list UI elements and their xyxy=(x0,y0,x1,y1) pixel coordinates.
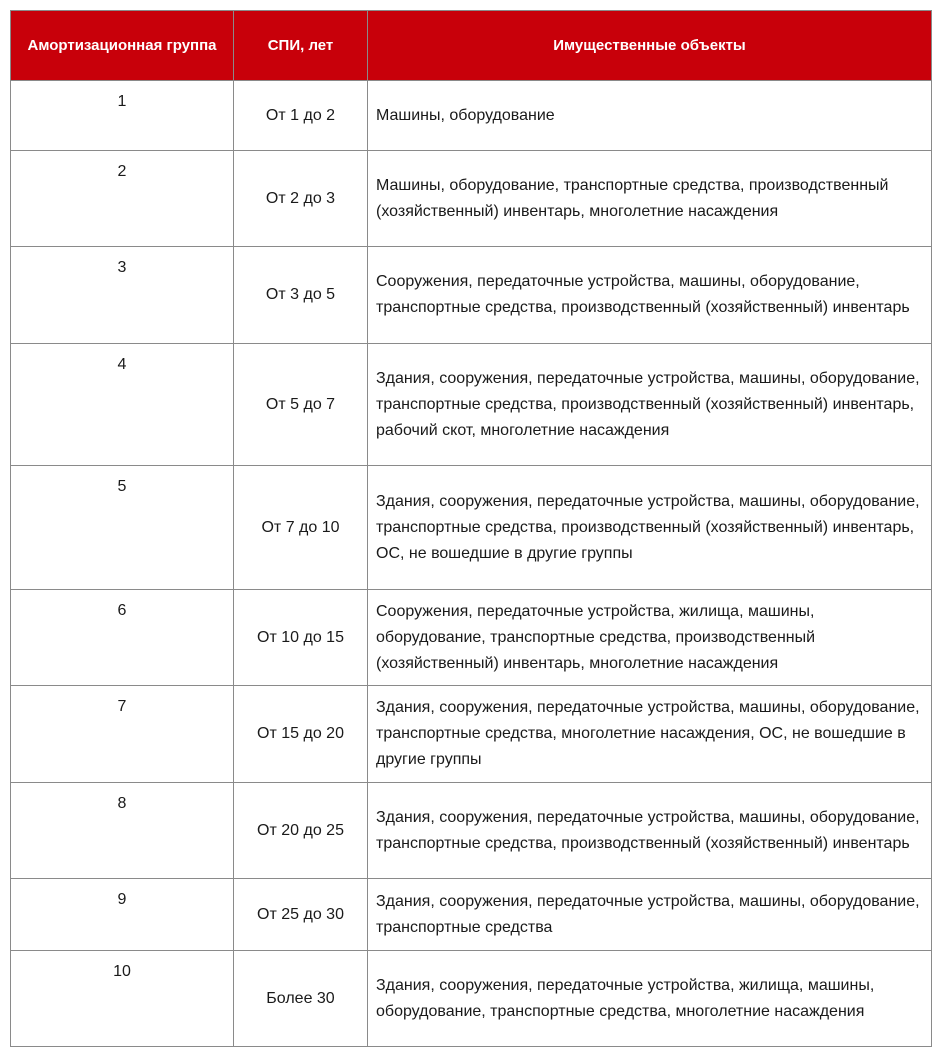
group-cell: 9 xyxy=(11,879,234,951)
table-row xyxy=(11,466,932,590)
objects-cell: Сооружения, передаточные устройства, машины, оборудование, транспортные средства, производственный (хозяйственный) инвентарь xyxy=(368,247,932,344)
header-objects: Имущественные объекты xyxy=(368,11,932,81)
objects-cell: Здания, сооружения, передаточные устройства, машины, оборудование, транспортные средства, производственный (хозяйственный) инвентарь, рабочий скот, многолетние насаждения xyxy=(368,344,932,466)
table-header xyxy=(11,11,932,81)
table-row xyxy=(11,686,932,783)
header-row xyxy=(11,11,932,81)
spi-cell: От 2 до 3 xyxy=(234,151,368,247)
group-cell: 3 xyxy=(11,247,234,344)
spi-cell: От 10 до 15 xyxy=(234,590,368,686)
spi-cell: От 15 до 20 xyxy=(234,686,368,783)
spi-cell: От 20 до 25 xyxy=(234,783,368,879)
spi-cell: От 25 до 30 xyxy=(234,879,368,951)
spi-cell: Более 30 xyxy=(234,951,368,1047)
spi-cell: От 5 до 7 xyxy=(234,344,368,466)
table-row xyxy=(11,81,932,151)
depreciation-groups-table xyxy=(10,10,932,1047)
objects-cell: Здания, сооружения, передаточные устройства, машины, оборудование, транспортные средства, производственный (хозяйственный) инвентарь xyxy=(368,783,932,879)
group-cell: 8 xyxy=(11,783,234,879)
objects-cell: Машины, оборудование xyxy=(368,81,932,151)
table-row xyxy=(11,783,932,879)
group-cell: 7 xyxy=(11,686,234,783)
header-spi: СПИ, лет xyxy=(234,11,368,81)
objects-cell: Здания, сооружения, передаточные устройства, жилища, машины, оборудование, транспортные средства, многолетние насаждения xyxy=(368,951,932,1047)
group-cell: 6 xyxy=(11,590,234,686)
group-cell: 4 xyxy=(11,344,234,466)
table-row xyxy=(11,590,932,686)
group-cell: 2 xyxy=(11,151,234,247)
group-cell: 5 xyxy=(11,466,234,590)
table-row xyxy=(11,879,932,951)
spi-cell: От 7 до 10 xyxy=(234,466,368,590)
objects-cell: Машины, оборудование, транспортные средства, производственный (хозяйственный) инвентарь, многолетние насаждения xyxy=(368,151,932,247)
table-row xyxy=(11,247,932,344)
table-body xyxy=(11,81,932,1047)
objects-cell: Сооружения, передаточные устройства, жилища, машины, оборудование, транспортные средства, производственный (хозяйственный) инвентарь, многолетние насаждения xyxy=(368,590,932,686)
table-row xyxy=(11,344,932,466)
spi-cell: От 3 до 5 xyxy=(234,247,368,344)
table-row xyxy=(11,951,932,1047)
objects-cell: Здания, сооружения, передаточные устройства, машины, оборудование, транспортные средства, многолетние насаждения, ОС, не вошедшие в другие группы xyxy=(368,686,932,783)
header-group: Амортизационная группа xyxy=(11,11,234,81)
spi-cell: От 1 до 2 xyxy=(234,81,368,151)
objects-cell: Здания, сооружения, передаточные устройства, машины, оборудование, транспортные средства, производственный (хозяйственный) инвентарь, ОС, не вошедшие в другие группы xyxy=(368,466,932,590)
group-cell: 10 xyxy=(11,951,234,1047)
group-cell: 1 xyxy=(11,81,234,151)
objects-cell: Здания, сооружения, передаточные устройства, машины, оборудование, транспортные средства xyxy=(368,879,932,951)
table-row xyxy=(11,151,932,247)
